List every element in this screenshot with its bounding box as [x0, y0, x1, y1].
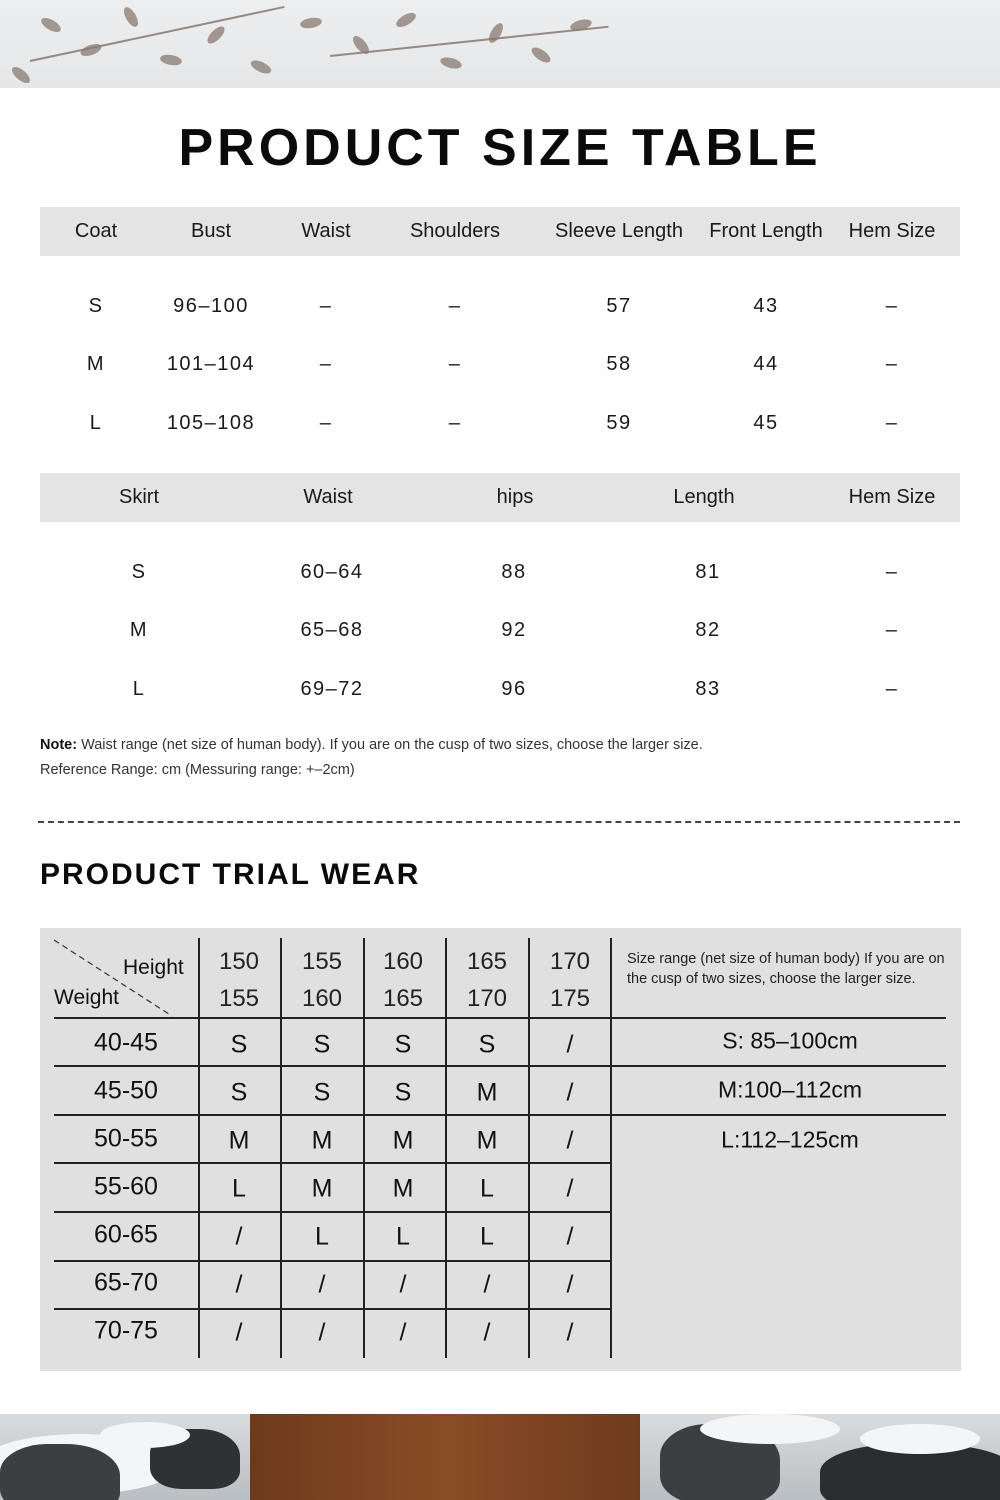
note-label: Note:	[40, 737, 78, 753]
coat-table-cell: –	[448, 353, 462, 375]
size-range-note: Size range (net size of human body) If you are on the cusp of two sizes, choose the larger size.	[627, 951, 945, 987]
height-range-header	[467, 943, 507, 1017]
skirt-table-cell: S	[131, 561, 147, 583]
recommended-size-cell: /	[566, 1270, 574, 1299]
recommended-size-cell: /	[235, 1318, 243, 1347]
skirt-table-cell: M	[129, 619, 149, 641]
coat-table-cell: –	[319, 412, 333, 434]
recommended-size-cell: /	[483, 1270, 491, 1299]
recommended-size-cell: /	[399, 1270, 407, 1299]
coat-table-cell: 43	[753, 295, 779, 317]
bottom-photo-strip	[0, 1414, 1000, 1500]
coat-table-cell: 45	[753, 412, 779, 434]
skirt-table-cell: 69–72	[300, 678, 364, 700]
coat-table-cell: –	[448, 412, 462, 434]
height-range-start: 155	[301, 948, 343, 975]
grid-column-line	[198, 938, 200, 1358]
height-range-start: 150	[218, 948, 260, 975]
weight-range-cell: 65-70	[94, 1268, 158, 1297]
grid-row-line	[54, 1308, 610, 1310]
reference-range-note: Reference Range: cm (Messuring range: +–2cm)	[40, 762, 355, 778]
skirt-header-cell: hips	[496, 486, 534, 508]
coat-table-cell: –	[885, 353, 899, 375]
height-range-start: 160	[382, 948, 424, 975]
recommended-size-cell: /	[566, 1318, 574, 1347]
corner-weight-label: Weight	[54, 986, 119, 1009]
page-title: PRODUCT SIZE TABLE	[178, 119, 822, 177]
recommended-size-cell: /	[566, 1030, 574, 1059]
recommended-size-cell: /	[566, 1126, 574, 1155]
recommended-size-cell: /	[566, 1078, 574, 1107]
skirt-table-cell: 88	[501, 561, 527, 583]
coat-table-cell: 59	[606, 412, 632, 434]
height-range-end: 160	[301, 985, 343, 1012]
recommended-size-cell: S	[313, 1078, 331, 1107]
skirt-table-cell: 81	[695, 561, 721, 583]
recommended-size-cell: M	[476, 1078, 498, 1107]
top-photo-strip	[0, 0, 1000, 88]
coat-header-cell: Coat	[74, 220, 118, 242]
skirt-header-cell: Length	[673, 486, 735, 508]
recommended-size-cell: /	[318, 1318, 326, 1347]
height-range-start: 170	[549, 948, 591, 975]
coat-table-cell: 57	[606, 295, 632, 317]
recommended-size-cell: L	[315, 1222, 329, 1251]
recommended-size-cell: /	[483, 1318, 491, 1347]
grid-column-line	[528, 938, 530, 1358]
skirt-table-cell: 60–64	[300, 561, 364, 583]
section-divider	[38, 821, 960, 823]
skirt-header-cell: Hem Size	[848, 486, 936, 508]
note-text: Waist range (net size of human body). If you are on the cusp of two sizes, choose the larger size.	[77, 737, 703, 753]
recommended-size-cell: S	[313, 1030, 331, 1059]
coat-header-cell: Hem Size	[848, 220, 936, 242]
skirt-table-cell: 83	[695, 678, 721, 700]
skirt-table-cell: 65–68	[300, 619, 364, 641]
height-range-end: 175	[549, 985, 591, 1012]
coat-table-cell: –	[319, 295, 333, 317]
coat-table-cell: –	[319, 353, 333, 375]
grid-column-line	[280, 938, 282, 1358]
coat-table-cell: –	[448, 295, 462, 317]
grid-row-line	[54, 1162, 610, 1164]
coat-table-cell: S	[88, 295, 104, 317]
grid-column-line	[610, 938, 612, 1358]
grid-row-line	[54, 1260, 610, 1262]
skirt-table-cell: L	[132, 678, 146, 700]
weight-range-cell: 60-65	[94, 1220, 158, 1249]
weight-range-cell: 50-55	[94, 1124, 158, 1153]
height-range-header	[383, 943, 423, 1017]
coat-table-cell: –	[885, 295, 899, 317]
recommended-size-cell: L	[396, 1222, 410, 1251]
coat-table-cell: M	[86, 353, 106, 375]
bust-size-range: L:112–125cm	[721, 1126, 859, 1153]
coat-table-cell: 58	[606, 353, 632, 375]
skirt-table-cell: –	[885, 678, 899, 700]
corner-height-label: Height	[123, 956, 184, 979]
grid-column-line	[445, 938, 447, 1358]
skirt-header-cell: Skirt	[119, 486, 159, 508]
coat-header-cell: Sleeve Length	[555, 220, 683, 242]
trial-wear-title: PRODUCT TRIAL WEAR	[40, 858, 421, 891]
recommended-size-cell: S	[230, 1078, 248, 1107]
height-range-header	[550, 943, 590, 1017]
recommended-size-cell: /	[318, 1270, 326, 1299]
coat-header-cell: Front Length	[709, 220, 823, 242]
recommended-size-cell: L	[232, 1174, 246, 1203]
weight-range-cell: 70-75	[94, 1316, 158, 1345]
grid-row-line	[54, 1065, 946, 1067]
skirt-header-cell: Waist	[303, 486, 353, 508]
recommended-size-cell: /	[235, 1222, 243, 1251]
recommended-size-cell: L	[480, 1222, 494, 1251]
coat-table-cell: 105–108	[166, 412, 256, 434]
recommended-size-cell: M	[311, 1174, 333, 1203]
grid-row-line	[54, 1017, 946, 1019]
skirt-table-cell: 96	[501, 678, 527, 700]
height-range-end: 165	[382, 985, 424, 1012]
recommended-size-cell: M	[228, 1126, 250, 1155]
coat-table-cell: 44	[753, 353, 779, 375]
coat-header-cell: Shoulders	[409, 220, 501, 242]
height-range-start: 165	[466, 948, 508, 975]
grid-row-line	[54, 1211, 610, 1213]
skirt-table-cell: 92	[501, 619, 527, 641]
weight-range-cell: 55-60	[94, 1172, 158, 1201]
coat-table-cell: 96–100	[173, 295, 249, 317]
weight-range-cell: 45-50	[94, 1076, 158, 1105]
recommended-size-cell: /	[235, 1270, 243, 1299]
skirt-table-cell: 82	[695, 619, 721, 641]
grid-column-line	[363, 938, 365, 1358]
recommended-size-cell: M	[392, 1126, 414, 1155]
recommended-size-cell: S	[478, 1030, 496, 1059]
height-range-end: 155	[218, 985, 260, 1012]
recommended-size-cell: /	[566, 1174, 574, 1203]
coat-header-cell: Bust	[190, 220, 232, 242]
size-note	[40, 737, 703, 753]
coat-header-cell: Waist	[301, 220, 351, 242]
recommended-size-cell: S	[394, 1078, 412, 1107]
recommended-size-cell: S	[230, 1030, 248, 1059]
height-range-end: 170	[466, 985, 508, 1012]
recommended-size-cell: M	[476, 1126, 498, 1155]
recommended-size-cell: L	[480, 1174, 494, 1203]
coat-table-cell: L	[89, 412, 103, 434]
height-range-header	[219, 943, 259, 1017]
grid-row-line	[54, 1114, 946, 1116]
skirt-table-cell: –	[885, 619, 899, 641]
weight-range-cell: 40-45	[94, 1028, 158, 1057]
bust-size-range: M:100–112cm	[717, 1076, 863, 1103]
skirt-table-cell: –	[885, 561, 899, 583]
bust-size-range: S: 85–100cm	[722, 1027, 858, 1054]
height-range-header	[302, 943, 342, 1017]
recommended-size-cell: S	[394, 1030, 412, 1059]
recommended-size-cell: /	[566, 1222, 574, 1251]
recommended-size-cell: M	[392, 1174, 414, 1203]
recommended-size-cell: M	[311, 1126, 333, 1155]
coat-table-cell: 101–104	[166, 353, 256, 375]
recommended-size-cell: /	[399, 1318, 407, 1347]
coat-table-cell: –	[885, 412, 899, 434]
